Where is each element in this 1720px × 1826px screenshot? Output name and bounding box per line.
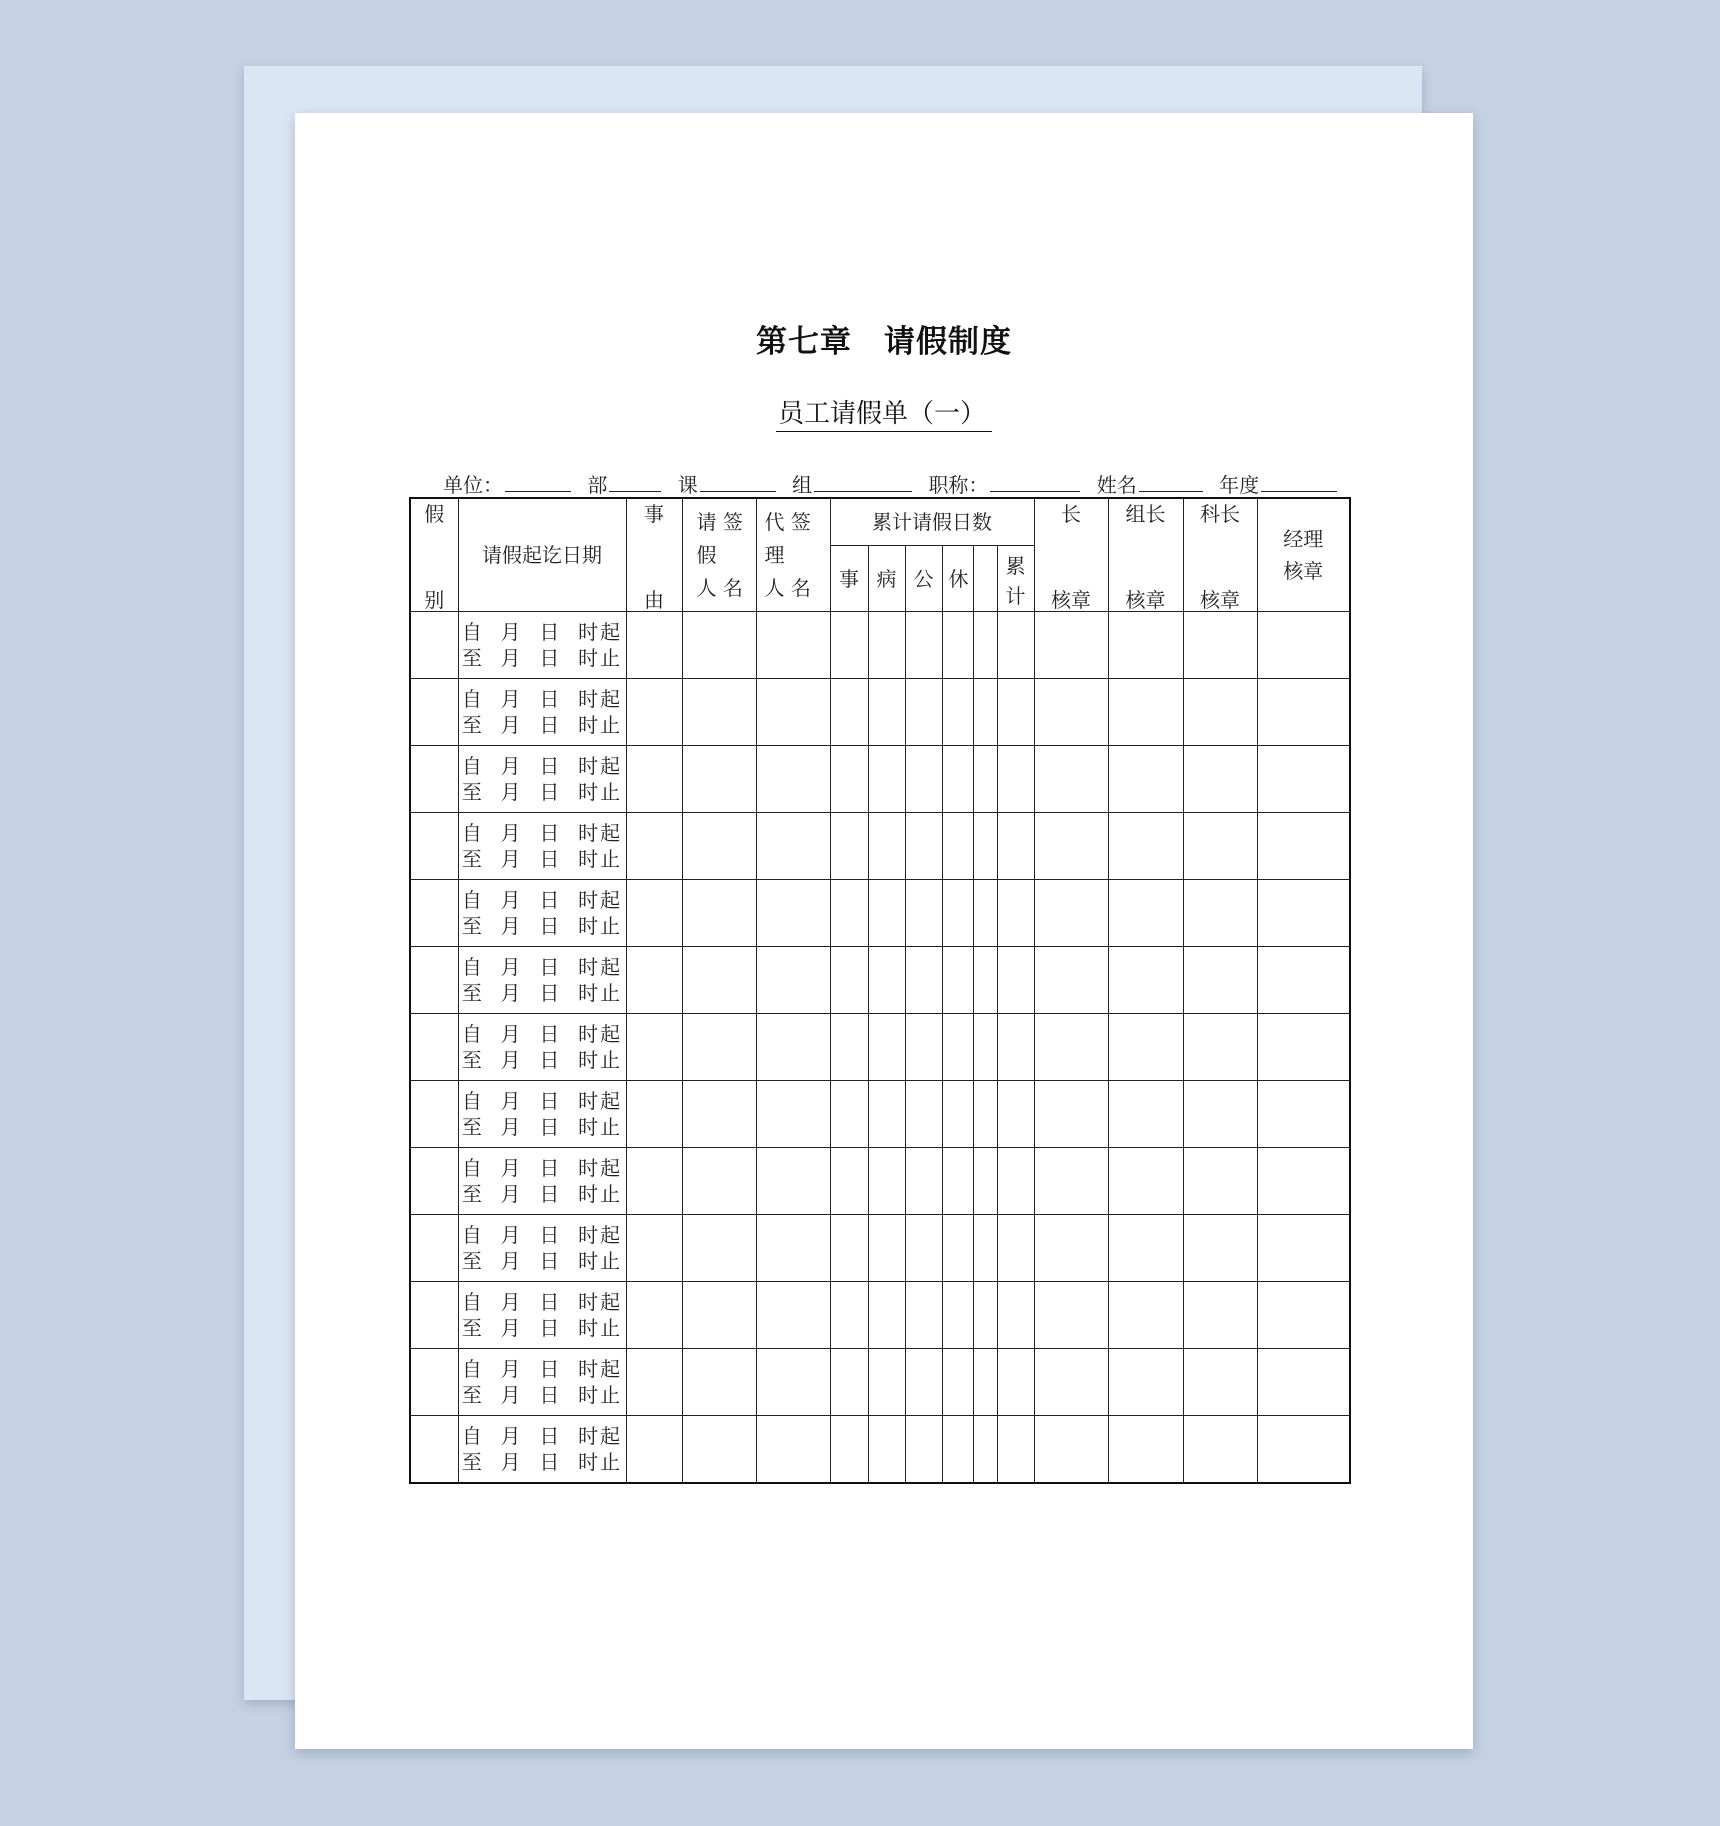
table-cell[interactable]: [1257, 1148, 1350, 1215]
date-to-text: 至 月 日 时止: [461, 981, 623, 1005]
leave-request-table: [409, 497, 1351, 1484]
date-range-cell[interactable]: [458, 1215, 626, 1282]
table-cell[interactable]: [1034, 1416, 1108, 1484]
table-cell[interactable]: [997, 947, 1034, 1014]
table-cell[interactable]: [868, 1349, 905, 1416]
table-cell[interactable]: [626, 612, 682, 679]
date-to-text: 至 月 日 时止: [461, 1048, 623, 1072]
table-cell[interactable]: [1257, 813, 1350, 880]
table-cell[interactable]: [1108, 1148, 1183, 1215]
table-cell[interactable]: [1034, 880, 1108, 947]
table-cell[interactable]: [1257, 1215, 1350, 1282]
table-cell[interactable]: [973, 1349, 997, 1416]
table-cell[interactable]: [942, 1148, 973, 1215]
table-cell[interactable]: [905, 1148, 942, 1215]
table-cell[interactable]: [942, 1349, 973, 1416]
header-applicant-sign-l3: 人 名: [696, 575, 743, 600]
table-cell[interactable]: [905, 1282, 942, 1349]
table-cell[interactable]: [410, 612, 458, 679]
table-row: [410, 612, 1350, 679]
header-date-range: 请假起讫日期: [458, 498, 626, 612]
table-cell[interactable]: [682, 1215, 756, 1282]
table-cell[interactable]: [830, 1014, 868, 1081]
header-proxy-sign-l1: 代 签: [764, 509, 811, 534]
header-proxy-sign: [756, 498, 830, 612]
table-cell[interactable]: [1183, 679, 1257, 746]
table-cell[interactable]: [942, 612, 973, 679]
header-section-chief-top: 长: [1061, 502, 1081, 526]
table-cell[interactable]: [1034, 1014, 1108, 1081]
table-cell[interactable]: [682, 679, 756, 746]
table-cell[interactable]: [1108, 1081, 1183, 1148]
table-cell[interactable]: [1257, 947, 1350, 1014]
table-cell[interactable]: [756, 1148, 830, 1215]
table-row: [410, 880, 1350, 947]
table-cell[interactable]: [830, 746, 868, 813]
table-cell[interactable]: [905, 1215, 942, 1282]
table-cell[interactable]: [626, 679, 682, 746]
table-cell[interactable]: [682, 880, 756, 947]
table-cell[interactable]: [1257, 1349, 1350, 1416]
date-from-text: 自 月 日 时起: [461, 1156, 623, 1180]
date-to-text: 至 月 日 时止: [461, 1182, 623, 1206]
position-label: 职称：: [928, 473, 989, 497]
header-manager-bottom: 核章: [1283, 559, 1324, 583]
header-leave-type-top: 假: [424, 502, 445, 526]
table-cell[interactable]: [626, 947, 682, 1014]
table-cell[interactable]: [830, 1081, 868, 1148]
table-cell[interactable]: [942, 813, 973, 880]
table-cell[interactable]: [1183, 1282, 1257, 1349]
table-cell[interactable]: [942, 1014, 973, 1081]
table-cell[interactable]: [410, 746, 458, 813]
table-cell[interactable]: [410, 947, 458, 1014]
date-to-text: 至 月 日 时止: [461, 914, 623, 938]
table-cell[interactable]: [942, 1081, 973, 1148]
header-leave-type-bottom: 别: [424, 588, 445, 612]
table-cell[interactable]: [1108, 813, 1183, 880]
date-from-text: 自 月 日 时起: [461, 821, 623, 845]
table-cell[interactable]: [756, 947, 830, 1014]
table-row: [410, 947, 1350, 1014]
table-cell[interactable]: [973, 1416, 997, 1484]
table-cell[interactable]: [682, 947, 756, 1014]
table-cell[interactable]: [830, 813, 868, 880]
table-cell[interactable]: [410, 1081, 458, 1148]
table-cell[interactable]: [868, 1416, 905, 1484]
date-range-cell[interactable]: [458, 947, 626, 1014]
header-section-chief-bottom: 核章: [1051, 588, 1091, 612]
header-department-chief: [1183, 498, 1257, 612]
table-cell[interactable]: [1034, 612, 1108, 679]
table-cell[interactable]: [942, 746, 973, 813]
table-cell[interactable]: [626, 813, 682, 880]
table-cell[interactable]: [1183, 1215, 1257, 1282]
table-cell[interactable]: [1108, 880, 1183, 947]
table-cell[interactable]: [997, 1215, 1034, 1282]
table-cell[interactable]: [1108, 947, 1183, 1014]
table-cell[interactable]: [868, 679, 905, 746]
header-reason: [626, 498, 682, 612]
table-cell[interactable]: [1183, 1081, 1257, 1148]
table-cell[interactable]: [1034, 1148, 1108, 1215]
group-label: 组: [792, 473, 813, 497]
table-cell[interactable]: [973, 1282, 997, 1349]
header-section-chief: [1034, 498, 1108, 612]
table-cell[interactable]: [626, 1416, 682, 1484]
table-cell[interactable]: [1183, 612, 1257, 679]
table-cell[interactable]: [830, 1416, 868, 1484]
year-blank[interactable]: [1261, 473, 1337, 492]
table-cell[interactable]: [756, 679, 830, 746]
table-row: [410, 1282, 1350, 1349]
table-cell[interactable]: [626, 1349, 682, 1416]
table-cell[interactable]: [410, 679, 458, 746]
dept-label: 部: [587, 473, 608, 497]
table-cell[interactable]: [756, 612, 830, 679]
table-cell[interactable]: [682, 612, 756, 679]
table-cell[interactable]: [1034, 947, 1108, 1014]
table-cell[interactable]: [868, 746, 905, 813]
table-cell[interactable]: [905, 746, 942, 813]
table-cell[interactable]: [756, 1081, 830, 1148]
table-cell[interactable]: [1034, 746, 1108, 813]
table-cell[interactable]: [1257, 1014, 1350, 1081]
table-cell[interactable]: [973, 746, 997, 813]
date-from-text: 自 月 日 时起: [461, 888, 623, 912]
table-cell[interactable]: [1108, 679, 1183, 746]
table-cell[interactable]: [997, 746, 1034, 813]
table-cell[interactable]: [830, 880, 868, 947]
form-title-text: 员工请假单（一）: [776, 399, 992, 432]
table-cell[interactable]: [626, 1014, 682, 1081]
table-cell[interactable]: [1034, 1215, 1108, 1282]
date-range-cell[interactable]: [458, 1282, 626, 1349]
table-cell[interactable]: [973, 880, 997, 947]
table-cell[interactable]: [973, 813, 997, 880]
table-cell[interactable]: [1108, 1416, 1183, 1484]
header-department-chief-bottom: 核章: [1200, 588, 1240, 612]
date-to-text: 至 月 日 时止: [461, 1115, 623, 1139]
table-cell[interactable]: [626, 1081, 682, 1148]
table-cell[interactable]: [1108, 1349, 1183, 1416]
table-cell[interactable]: [997, 1416, 1034, 1484]
header-group-leader-bottom: 核章: [1125, 588, 1166, 612]
header-cum-rest: 休: [942, 546, 973, 612]
table-cell[interactable]: [942, 947, 973, 1014]
table-cell[interactable]: [997, 880, 1034, 947]
table-cell[interactable]: [868, 612, 905, 679]
header-proxy-sign-l3: 人 名: [764, 575, 811, 600]
table-cell[interactable]: [682, 1148, 756, 1215]
table-cell[interactable]: [682, 1282, 756, 1349]
table-cell[interactable]: [1257, 612, 1350, 679]
header-cumulative-days: 累计请假日数: [830, 498, 1034, 546]
header-cum-personal: 事: [830, 546, 868, 612]
table-cell[interactable]: [905, 679, 942, 746]
table-cell[interactable]: [626, 1282, 682, 1349]
date-range-cell[interactable]: [458, 612, 626, 679]
table-cell[interactable]: [830, 1148, 868, 1215]
table-cell[interactable]: [756, 1014, 830, 1081]
date-from-text: 自 月 日 时起: [461, 1290, 623, 1314]
table-cell[interactable]: [1257, 880, 1350, 947]
date-to-text: 至 月 日 时止: [461, 847, 623, 871]
table-cell[interactable]: [1034, 1349, 1108, 1416]
table-cell[interactable]: [1034, 813, 1108, 880]
table-cell[interactable]: [410, 1014, 458, 1081]
table-cell[interactable]: [868, 813, 905, 880]
table-cell[interactable]: [1108, 1014, 1183, 1081]
table-cell[interactable]: [868, 1014, 905, 1081]
date-range-cell[interactable]: [458, 1081, 626, 1148]
date-to-text: 至 月 日 时止: [461, 1450, 623, 1474]
table-cell[interactable]: [756, 746, 830, 813]
table-cell[interactable]: [942, 1215, 973, 1282]
date-range-cell[interactable]: [458, 1148, 626, 1215]
header-reason-bottom: 由: [644, 588, 664, 612]
header-applicant-sign-l2: 假: [696, 542, 717, 567]
table-cell[interactable]: [682, 813, 756, 880]
table-cell[interactable]: [905, 1416, 942, 1484]
date-from-text: 自 月 日 时起: [461, 955, 623, 979]
date-range-cell[interactable]: [458, 679, 626, 746]
date-from-text: 自 月 日 时起: [461, 1022, 623, 1046]
table-cell[interactable]: [868, 947, 905, 1014]
table-row: [410, 813, 1350, 880]
table-cell[interactable]: [756, 1215, 830, 1282]
section-blank[interactable]: [700, 473, 776, 492]
header-leave-type: [410, 498, 458, 612]
table-cell[interactable]: [973, 1081, 997, 1148]
date-range-cell[interactable]: [458, 813, 626, 880]
table-row: [410, 1014, 1350, 1081]
table-row: [410, 1349, 1350, 1416]
table-cell[interactable]: [997, 679, 1034, 746]
date-range-cell[interactable]: [458, 1416, 626, 1484]
table-cell[interactable]: [410, 1349, 458, 1416]
table-cell[interactable]: [1034, 679, 1108, 746]
header-applicant-sign: [682, 498, 756, 612]
table-cell[interactable]: [410, 880, 458, 947]
date-from-text: 自 月 日 时起: [461, 1424, 623, 1448]
header-manager-top: 经理: [1283, 527, 1324, 551]
table-cell[interactable]: [1257, 746, 1350, 813]
table-cell[interactable]: [905, 947, 942, 1014]
table-cell[interactable]: [1183, 880, 1257, 947]
header-cum-total-text: 累计: [1005, 553, 1026, 608]
table-cell[interactable]: [626, 746, 682, 813]
header-cum-total: [997, 546, 1034, 612]
table-cell[interactable]: [997, 1014, 1034, 1081]
table-cell[interactable]: [905, 1349, 942, 1416]
unit-label: 单位：: [443, 473, 503, 497]
table-row: [410, 1081, 1350, 1148]
table-cell[interactable]: [905, 1014, 942, 1081]
table-cell[interactable]: [756, 1282, 830, 1349]
unit-blank[interactable]: [505, 473, 571, 492]
table-cell[interactable]: [756, 880, 830, 947]
header-group-leader-top: 组长: [1125, 502, 1166, 526]
date-to-text: 至 月 日 时止: [461, 1383, 623, 1407]
table-cell[interactable]: [1183, 1148, 1257, 1215]
table-cell[interactable]: [997, 1081, 1034, 1148]
date-to-text: 至 月 日 时止: [461, 1316, 623, 1340]
table-cell[interactable]: [973, 1215, 997, 1282]
year-label: 年度: [1219, 473, 1260, 497]
table-cell[interactable]: [1108, 1215, 1183, 1282]
date-from-text: 自 月 日 时起: [461, 620, 623, 644]
document-page: [295, 113, 1473, 1749]
table-cell[interactable]: [868, 1215, 905, 1282]
table-cell[interactable]: [682, 746, 756, 813]
table-cell[interactable]: [756, 1416, 830, 1484]
date-from-text: 自 月 日 时起: [461, 754, 623, 778]
header-applicant-sign-l1: 请 签: [696, 509, 743, 534]
date-from-text: 自 月 日 时起: [461, 1223, 623, 1247]
table-cell[interactable]: [1183, 1349, 1257, 1416]
table-cell[interactable]: [973, 679, 997, 746]
table-cell[interactable]: [1257, 1081, 1350, 1148]
table-cell[interactable]: [942, 679, 973, 746]
table-cell[interactable]: [830, 612, 868, 679]
table-cell[interactable]: [973, 612, 997, 679]
table-cell[interactable]: [1257, 679, 1350, 746]
table-cell[interactable]: [1183, 813, 1257, 880]
date-range-cell[interactable]: [458, 880, 626, 947]
table-cell[interactable]: [1183, 1014, 1257, 1081]
table-cell[interactable]: [626, 880, 682, 947]
table-cell[interactable]: [997, 1349, 1034, 1416]
table-cell[interactable]: [1257, 1416, 1350, 1484]
header-proxy-sign-l2: 理: [764, 542, 785, 567]
table-row: [410, 1148, 1350, 1215]
date-range-cell[interactable]: [458, 746, 626, 813]
date-from-text: 自 月 日 时起: [461, 687, 623, 711]
table-cell[interactable]: [868, 1282, 905, 1349]
date-to-text: 至 月 日 时止: [461, 780, 623, 804]
date-to-text: 至 月 日 时止: [461, 1249, 623, 1273]
table-cell[interactable]: [626, 1215, 682, 1282]
header-cum-sick: 病: [868, 546, 905, 612]
table-cell[interactable]: [830, 947, 868, 1014]
table-cell[interactable]: [682, 1014, 756, 1081]
table-cell[interactable]: [973, 947, 997, 1014]
date-to-text: 至 月 日 时止: [461, 646, 623, 670]
date-from-text: 自 月 日 时起: [461, 1089, 623, 1113]
table-cell[interactable]: [682, 1416, 756, 1484]
table-cell[interactable]: [997, 813, 1034, 880]
date-range-cell[interactable]: [458, 1014, 626, 1081]
table-cell[interactable]: [997, 1148, 1034, 1215]
table-cell[interactable]: [410, 1215, 458, 1282]
table-cell[interactable]: [410, 813, 458, 880]
table-cell[interactable]: [830, 679, 868, 746]
table-cell[interactable]: [682, 1081, 756, 1148]
table-cell[interactable]: [905, 880, 942, 947]
table-cell[interactable]: [830, 1349, 868, 1416]
table-cell[interactable]: [410, 1416, 458, 1484]
table-cell[interactable]: [410, 1282, 458, 1349]
header-cum-official: 公: [905, 546, 942, 612]
table-cell[interactable]: [1034, 1081, 1108, 1148]
table-cell[interactable]: [973, 1014, 997, 1081]
table-row: [410, 1416, 1350, 1484]
table-cell[interactable]: [868, 1148, 905, 1215]
date-range-cell[interactable]: [458, 1349, 626, 1416]
header-cum-blank: [973, 546, 997, 612]
table-cell[interactable]: [997, 612, 1034, 679]
table-cell[interactable]: [1257, 1282, 1350, 1349]
table-cell[interactable]: [942, 1282, 973, 1349]
header-department-chief-top: 科长: [1200, 502, 1240, 526]
table-cell[interactable]: [756, 813, 830, 880]
table-cell[interactable]: [1183, 746, 1257, 813]
table-cell[interactable]: [1034, 1282, 1108, 1349]
table-cell[interactable]: [1108, 1282, 1183, 1349]
form-title: [295, 393, 1473, 430]
table-cell[interactable]: [905, 612, 942, 679]
table-cell[interactable]: [868, 1081, 905, 1148]
table-row: [410, 679, 1350, 746]
header-group-leader: [1108, 498, 1183, 612]
date-from-text: 自 月 日 时起: [461, 1357, 623, 1381]
table-cell[interactable]: [905, 813, 942, 880]
group-blank[interactable]: [814, 473, 912, 492]
table-row: [410, 746, 1350, 813]
table-cell[interactable]: [830, 1215, 868, 1282]
table-cell[interactable]: [997, 1282, 1034, 1349]
table-row: [410, 1215, 1350, 1282]
table-cell[interactable]: [1183, 947, 1257, 1014]
name-label: 姓名: [1096, 473, 1137, 497]
table-cell[interactable]: [1108, 612, 1183, 679]
section-label: 课: [677, 473, 698, 497]
chapter-title: 第七章 请假制度: [756, 324, 1012, 360]
table-cell[interactable]: [942, 1416, 973, 1484]
table-cell[interactable]: [1183, 1416, 1257, 1484]
table-cell[interactable]: [973, 1148, 997, 1215]
table-cell[interactable]: [410, 1148, 458, 1215]
header-reason-top: 事: [644, 502, 664, 526]
table-cell[interactable]: [942, 880, 973, 947]
table-cell[interactable]: [756, 1349, 830, 1416]
date-to-text: 至 月 日 时止: [461, 713, 623, 737]
table-cell[interactable]: [905, 1081, 942, 1148]
table-cell[interactable]: [830, 1282, 868, 1349]
table-cell[interactable]: [682, 1349, 756, 1416]
table-cell[interactable]: [868, 880, 905, 947]
table-cell[interactable]: [626, 1148, 682, 1215]
table-cell[interactable]: [1108, 746, 1183, 813]
header-manager: [1257, 498, 1350, 612]
